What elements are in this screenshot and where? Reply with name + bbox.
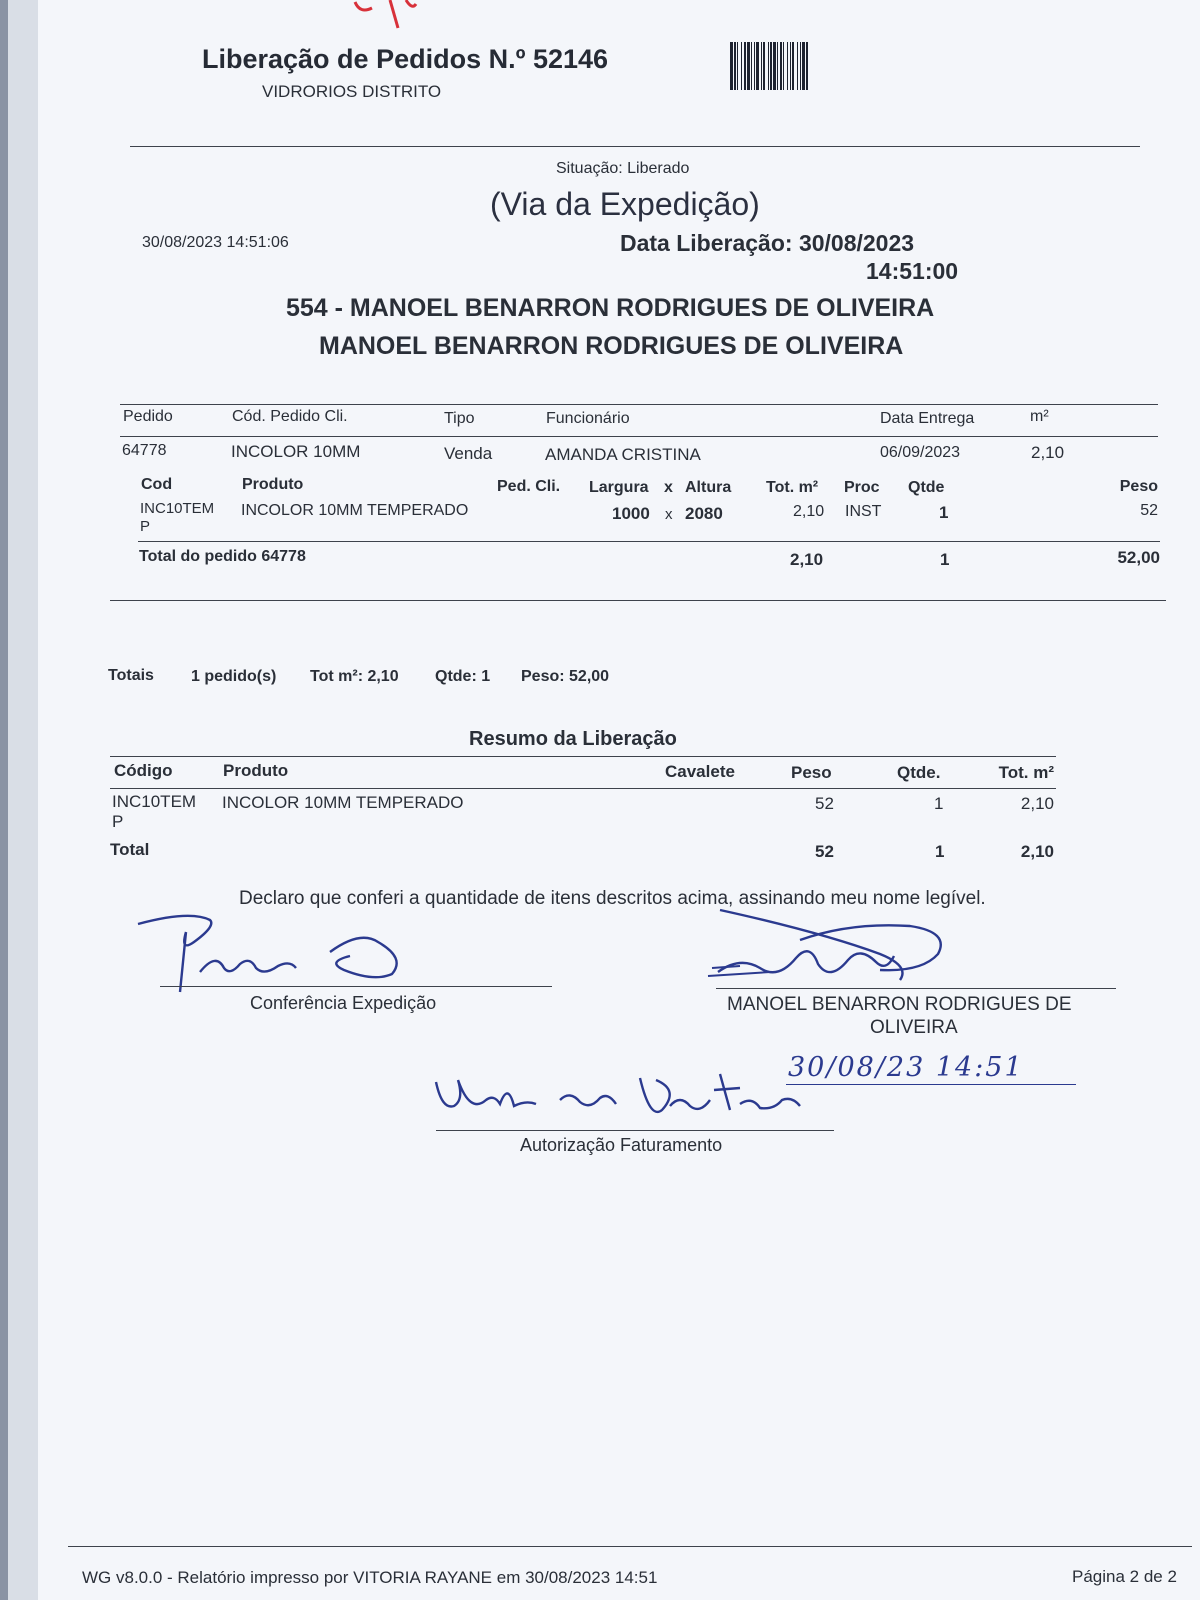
barcode-icon [730, 42, 908, 90]
copy-type: (Via da Expedição) [490, 186, 760, 222]
page-edge [0, 0, 8, 1600]
totals-pedidos: 1 pedido(s) [191, 668, 277, 685]
totals-qtde: Qtde: 1 [435, 668, 491, 685]
item-header-largura: Largura [589, 479, 649, 496]
red-pen-mark-icon [350, 0, 430, 30]
barcode-bar [808, 42, 809, 90]
situation-status: Situação: Liberado [556, 160, 690, 177]
col-header-m2: m² [1030, 408, 1049, 425]
footer-page-number: Página 2 de 2 [1072, 1567, 1177, 1586]
signature-client-icon [700, 902, 970, 1002]
header-divider [130, 146, 1140, 147]
signature-line-client [716, 988, 1116, 989]
signature-faturamento-icon [430, 1070, 810, 1130]
order-table-top-border [120, 404, 1158, 405]
release-time: 14:51:00 [866, 258, 959, 284]
item-largura: 1000 [612, 504, 650, 523]
summary-header-divider [110, 788, 1056, 789]
item-cod-wrap: P [140, 518, 151, 535]
item-x: x [665, 506, 673, 523]
item-header-tot-m2: Tot. m² [766, 479, 819, 496]
totals-peso: Peso: 52,00 [521, 668, 610, 685]
item-header-ped-cli: Ped. Cli. [497, 478, 561, 495]
summary-header-peso: Peso [791, 763, 832, 782]
order-total-peso: 52,00 [1117, 548, 1160, 567]
order-funcionario: AMANDA CRISTINA [545, 445, 701, 464]
summary-total-peso: 52 [815, 842, 834, 861]
order-header-divider [120, 436, 1158, 437]
release-date: Data Liberação: 30/08/2023 [620, 230, 915, 256]
signature-label-client-wrap: OLIVEIRA [870, 1017, 958, 1038]
summary-peso: 52 [815, 794, 834, 813]
handwritten-date: 30/08/23 14:51 [788, 1052, 1024, 1083]
order-cod-pedido-cli: INCOLOR 10MM [231, 442, 361, 461]
col-header-data-entrega: Data Entrega [880, 410, 975, 427]
item-header-altura: Altura [685, 479, 732, 496]
order-total-label: Total do pedido 64778 [139, 548, 306, 565]
item-produto: INCOLOR 10MM TEMPERADO [241, 502, 469, 519]
company-name: VIDRORIOS DISTRITO [262, 82, 442, 101]
col-header-funcionario: Funcionário [546, 410, 630, 427]
totals-tot-m2: Tot m²: 2,10 [310, 668, 399, 685]
order-section-divider [110, 600, 1166, 601]
item-header-x: x [664, 479, 673, 496]
summary-header-codigo: Código [114, 761, 173, 780]
order-total-qtde: 1 [940, 550, 950, 569]
summary-total-label: Total [110, 840, 150, 859]
item-header-peso: Peso [1119, 478, 1158, 495]
col-header-pedido: Pedido [123, 408, 173, 425]
client-name: MANOEL BENARRON RODRIGUES DE OLIVEIRA [319, 332, 904, 360]
item-header-cod: Cod [141, 476, 173, 493]
order-data-entrega: 06/09/2023 [880, 444, 961, 461]
col-header-cod-pedido-cli: Cód. Pedido Cli. [232, 408, 348, 425]
item-peso: 52 [1140, 502, 1158, 519]
summary-total-qtde: 1 [935, 842, 945, 861]
declaration-text: Declaro que conferi a quantidade de itens descritos acima, assinando meu nome legível. [239, 888, 986, 909]
item-proc: INST [845, 503, 882, 520]
item-qtde: 1 [939, 503, 949, 522]
footer-divider [68, 1546, 1192, 1547]
item-altura: 2080 [685, 504, 723, 523]
order-m2: 2,10 [1031, 443, 1065, 462]
summary-codigo: INC10TEM [112, 792, 197, 811]
summary-codigo-wrap: P [112, 812, 124, 831]
summary-header-qtde: Qtde. [897, 763, 941, 782]
item-header-qtde: Qtde [908, 479, 945, 496]
footer-report-info: WG v8.0.0 - Relatório impresso por VITORIA RAYANE em 30/08/2023 14:51 [82, 1568, 658, 1587]
summary-header-cavalete: Cavalete [665, 762, 735, 781]
summary-header-produto: Produto [223, 761, 289, 780]
summary-produto: INCOLOR 10MM TEMPERADO [222, 793, 464, 812]
summary-top-border [110, 756, 1056, 757]
signature-label-faturamento: Autorização Faturamento [520, 1135, 723, 1155]
summary-header-tot-m2: Tot. m² [998, 763, 1054, 782]
summary-total-tot-m2: 2,10 [1020, 842, 1054, 861]
item-cod: INC10TEM [140, 500, 215, 517]
handwritten-date-underline [786, 1084, 1076, 1085]
item-header-produto: Produto [242, 476, 304, 493]
print-datetime: 30/08/2023 14:51:06 [142, 234, 289, 251]
summary-title: Resumo da Liberação [469, 728, 677, 750]
order-pedido: 64778 [122, 442, 167, 459]
signature-label-client: MANOEL BENARRON RODRIGUES DE [727, 994, 1072, 1015]
client-code-name: 554 - MANOEL BENARRON RODRIGUES DE OLIVEIRA [286, 294, 935, 322]
order-tipo: Venda [444, 444, 493, 463]
summary-qtde: 1 [934, 794, 944, 813]
col-header-tipo: Tipo [444, 410, 475, 427]
document-title: Liberação de Pedidos N.º 52146 [202, 44, 609, 74]
signature-line-expedicao [160, 986, 552, 987]
order-total-divider [138, 541, 1160, 542]
signature-line-faturamento [436, 1130, 834, 1131]
summary-tot-m2: 2,10 [1020, 794, 1054, 813]
signature-label-expedicao: Conferência Expedição [250, 993, 437, 1013]
item-tot-m2: 2,10 [793, 503, 825, 520]
order-total-m2: 2,10 [790, 550, 824, 569]
item-header-proc: Proc [844, 479, 880, 496]
totals-label: Totais [108, 667, 154, 684]
